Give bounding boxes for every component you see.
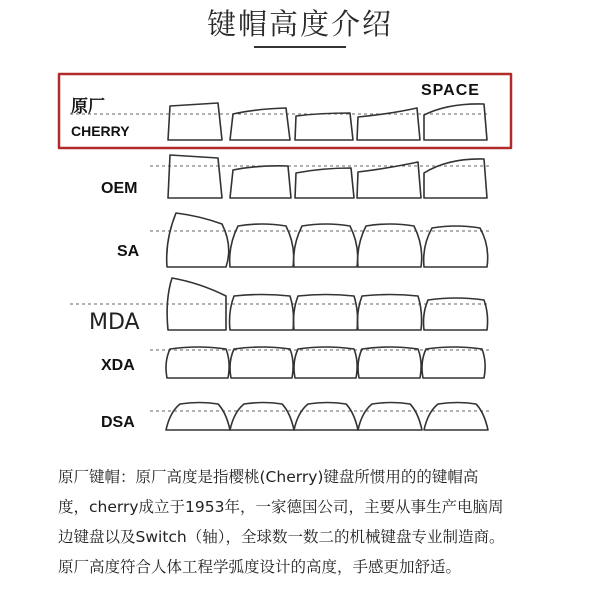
dsa-keycap-2 — [230, 403, 294, 431]
description-line-2: 度，cherry成立于1953年，一家德国公司，主要从事生产电脑周 — [58, 498, 504, 516]
mda-keycap-4 — [358, 295, 422, 331]
page-title: 键帽高度介绍 — [206, 7, 393, 41]
sa-label: SA — [117, 243, 140, 260]
description-line-3: 边键盘以及Switch（轴），全球数一数二的机械键盘专业制造商。 — [58, 528, 505, 546]
sa-keycap-3 — [294, 224, 358, 267]
cherry-keycap-1 — [168, 103, 222, 140]
oem-label: OEM — [101, 180, 138, 197]
dsa-keycap-5 — [424, 403, 488, 431]
cherry-keycap-4 — [357, 108, 420, 140]
oem-keycap-2 — [230, 166, 291, 198]
description-line-4: 原厂高度符合人体工程学弧度设计的高度，手感更加舒适。 — [58, 558, 462, 576]
dsa-keycap-4 — [358, 403, 422, 431]
cherry-keycap-2 — [230, 108, 290, 140]
sa-keycap-2 — [230, 224, 294, 267]
xda-keycap-2 — [230, 347, 293, 378]
oem-keycap-3 — [295, 168, 354, 198]
xda-keycap-3 — [294, 347, 357, 378]
cherry-keycap-5 — [424, 104, 487, 140]
oem-keycap-5 — [424, 159, 487, 198]
mda-keycap-2 — [230, 295, 294, 331]
dsa-label: DSA — [101, 414, 135, 431]
cherry-label-cn: 原厂 — [71, 97, 105, 116]
xda-keycap-5 — [422, 347, 485, 378]
oem-keycap-4 — [357, 162, 421, 198]
xda-keycap-4 — [358, 347, 421, 378]
xda-label: XDA — [101, 357, 135, 374]
description-line-1: 原厂键帽：原厂高度是指樱桃(Cherry)键盘所惯用的的键帽高 — [58, 468, 479, 486]
dsa-keycap-1 — [166, 403, 230, 431]
sa-keycap-4 — [358, 224, 422, 267]
cherry-label-en: CHERRY — [71, 123, 130, 139]
mda-label: MDA — [89, 310, 140, 335]
sa-keycap-1 — [167, 213, 229, 267]
oem-keycap-1 — [168, 155, 222, 198]
dsa-keycap-3 — [294, 403, 358, 431]
space-label: SPACE — [421, 82, 480, 99]
description — [58, 462, 578, 582]
mda-keycap-3 — [294, 295, 358, 331]
cherry-keycap-3 — [295, 113, 353, 140]
mda-keycap-5 — [424, 298, 488, 330]
xda-keycap-1 — [166, 347, 229, 378]
sa-keycap-5 — [424, 226, 488, 267]
